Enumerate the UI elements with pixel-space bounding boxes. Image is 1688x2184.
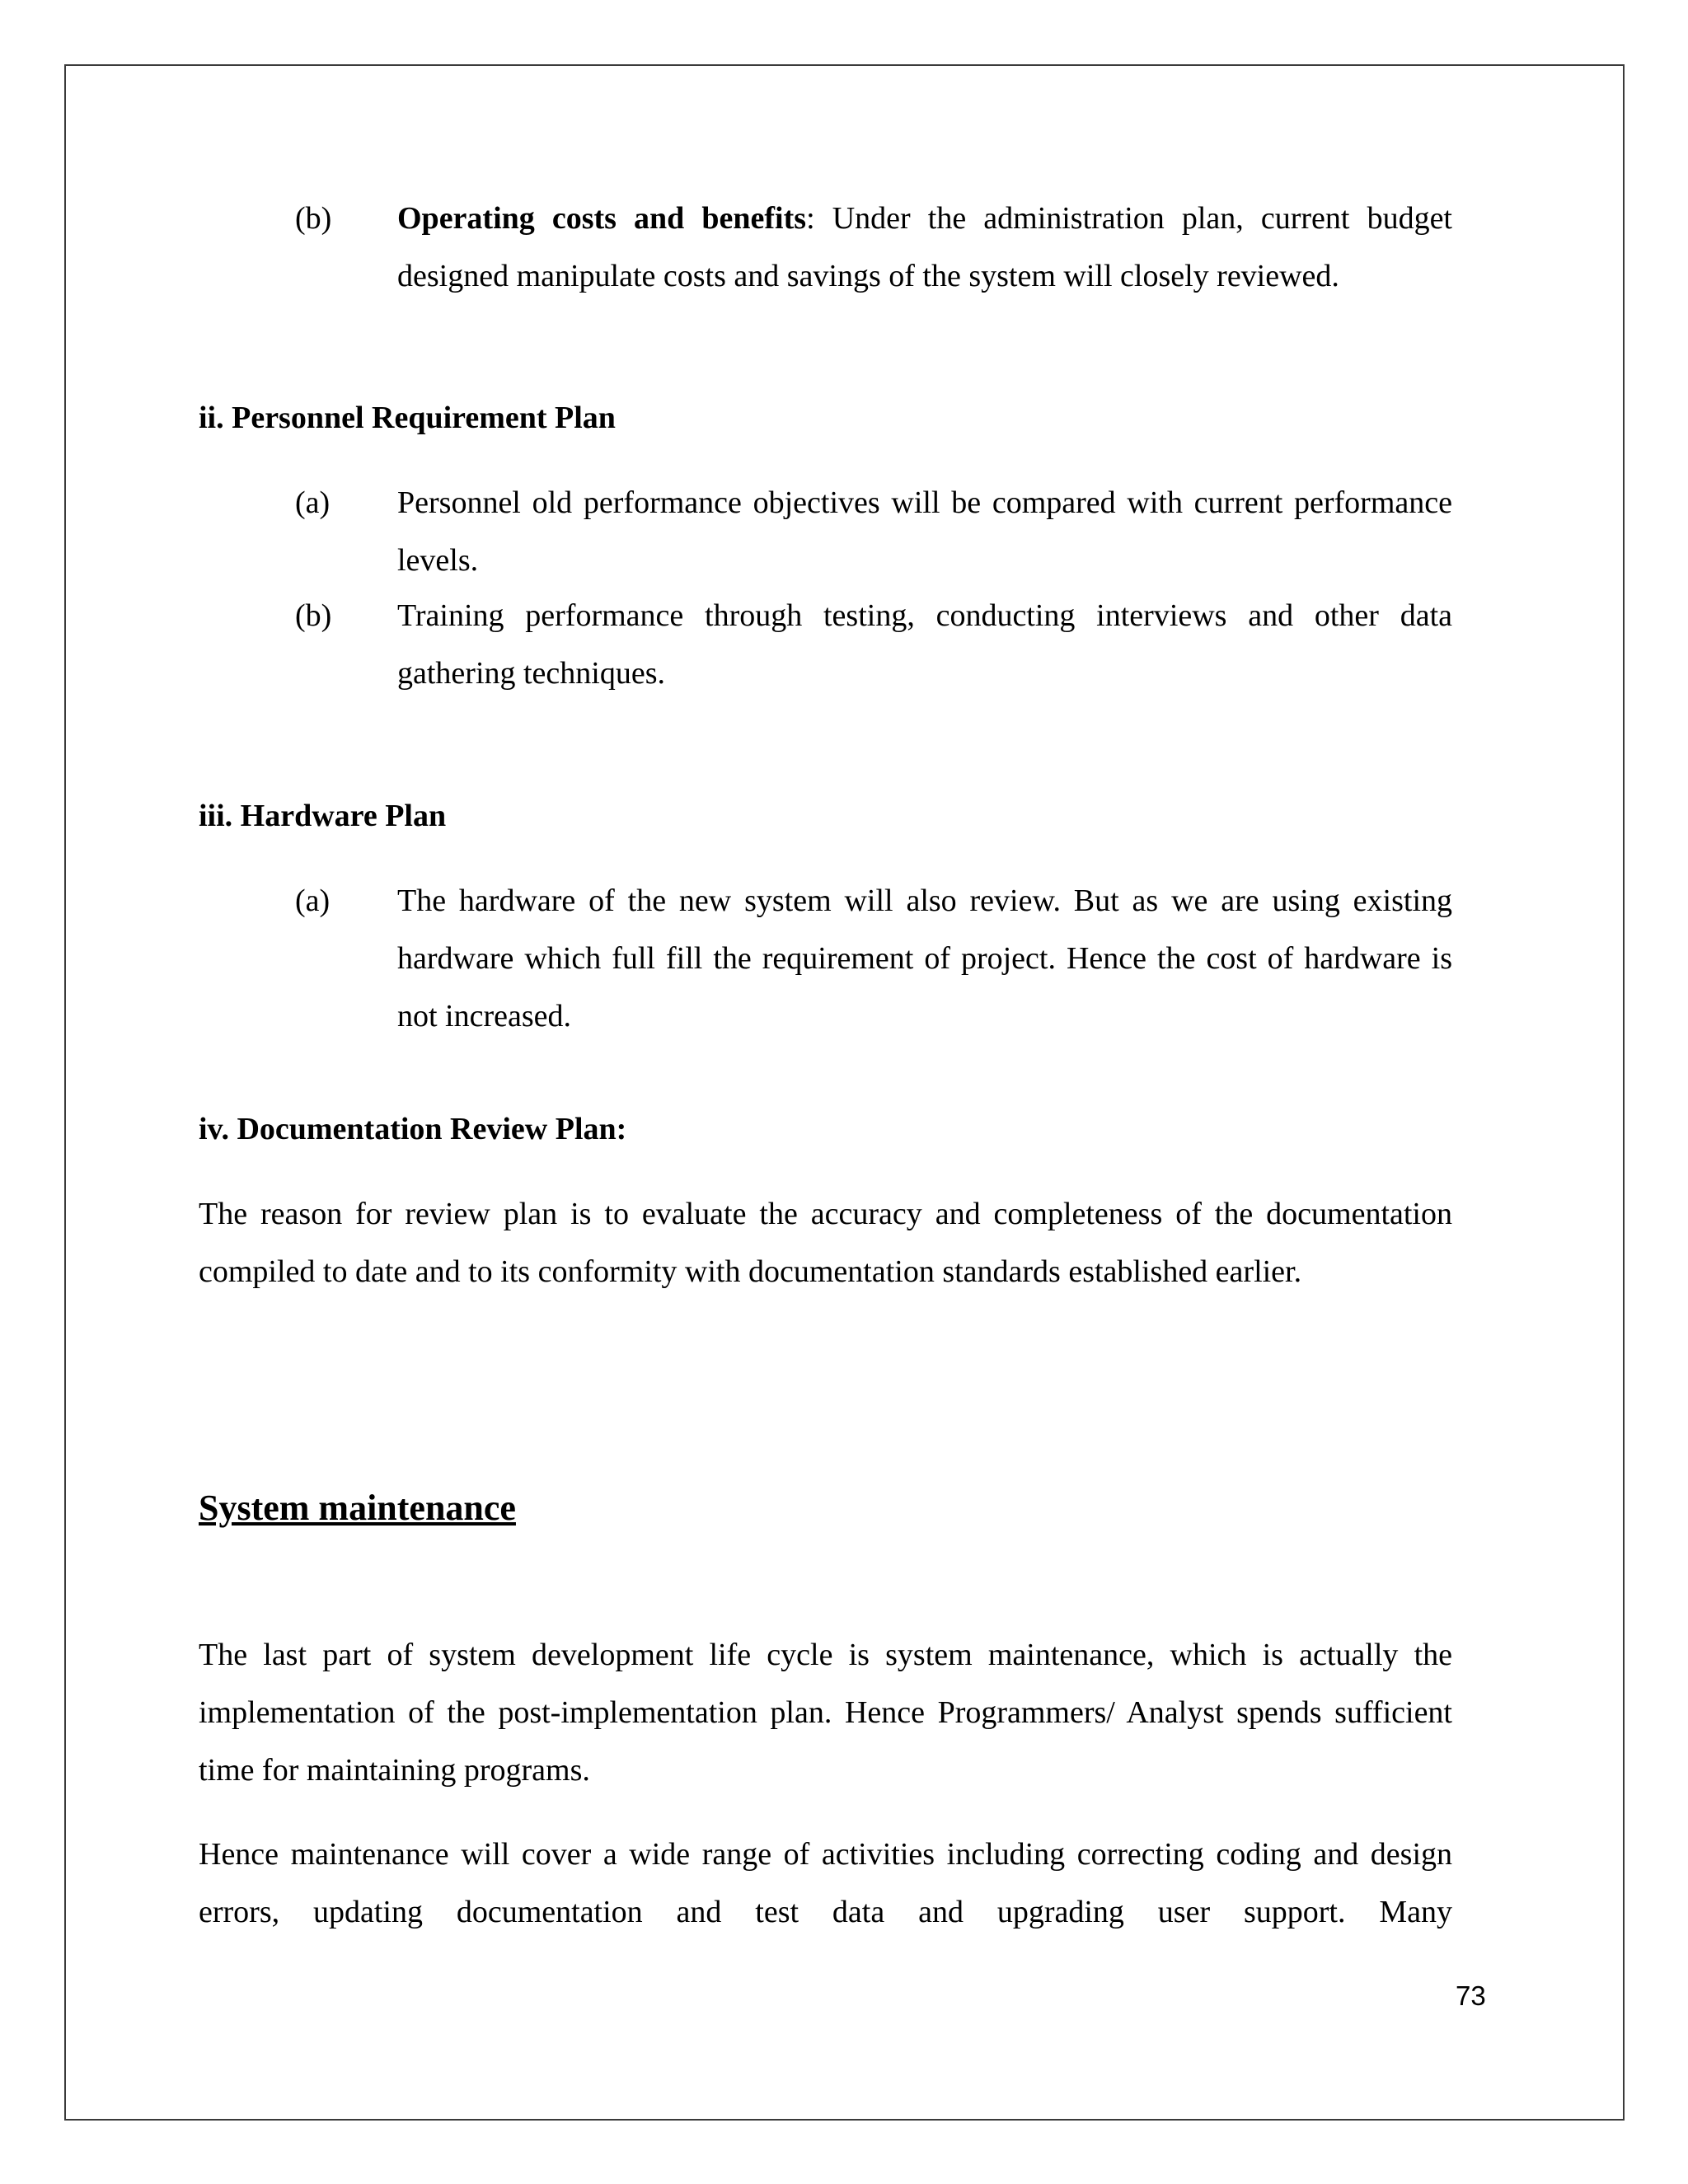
page-border — [64, 64, 1625, 2121]
list-marker: (a) — [295, 883, 331, 918]
hardware-plan-heading: iii. Hardware Plan — [199, 799, 447, 833]
list-marker: (a) — [295, 485, 331, 520]
operating-costs-item — [397, 190, 1452, 305]
operating-costs-text: : Under the administration plan, current budget designed manipulate costs and savings of the system will closely reviewed. — [397, 201, 1452, 293]
personnel-item-a: Personnel old performance objectives will be compared with current performance levels. — [397, 485, 1452, 578]
system-maintenance-heading: System maintenance — [199, 1488, 516, 1528]
operating-costs-title: Operating costs and benefits — [397, 201, 807, 236]
personnel-item-b: Training performance through testing, conducting interviews and other data gathering techniques. — [397, 598, 1452, 691]
page-number: 73 — [1456, 1980, 1486, 2011]
maintenance-paragraph: Hence maintenance will cover a wide range of activities including correcting coding and design errors, updating documentation and test data and upgrading user support. Many — [199, 1837, 1452, 1929]
personnel-plan-heading: ii. Personnel Requirement Plan — [199, 401, 616, 435]
documentation-plan-heading: iv. Documentation Review Plan: — [199, 1112, 627, 1146]
list-marker: (b) — [295, 598, 332, 633]
list-marker: (b) — [295, 201, 332, 236]
hardware-item-a: The hardware of the new system will also review. But as we are using existing hardware which full fill the requirement of project. Hence the cost of hardware is not increased. — [397, 883, 1452, 1033]
maintenance-paragraph: The last part of system development life cycle is system maintenance, which is actually the implementation of the post-implementation plan. Hence Programmers/ Analyst spends sufficient time for maintaining programs. — [199, 1638, 1452, 1788]
documentation-paragraph: The reason for review plan is to evaluate the accuracy and completeness of the documentation compiled to date and to its conformity with documentation standards established earlier. — [199, 1197, 1452, 1289]
